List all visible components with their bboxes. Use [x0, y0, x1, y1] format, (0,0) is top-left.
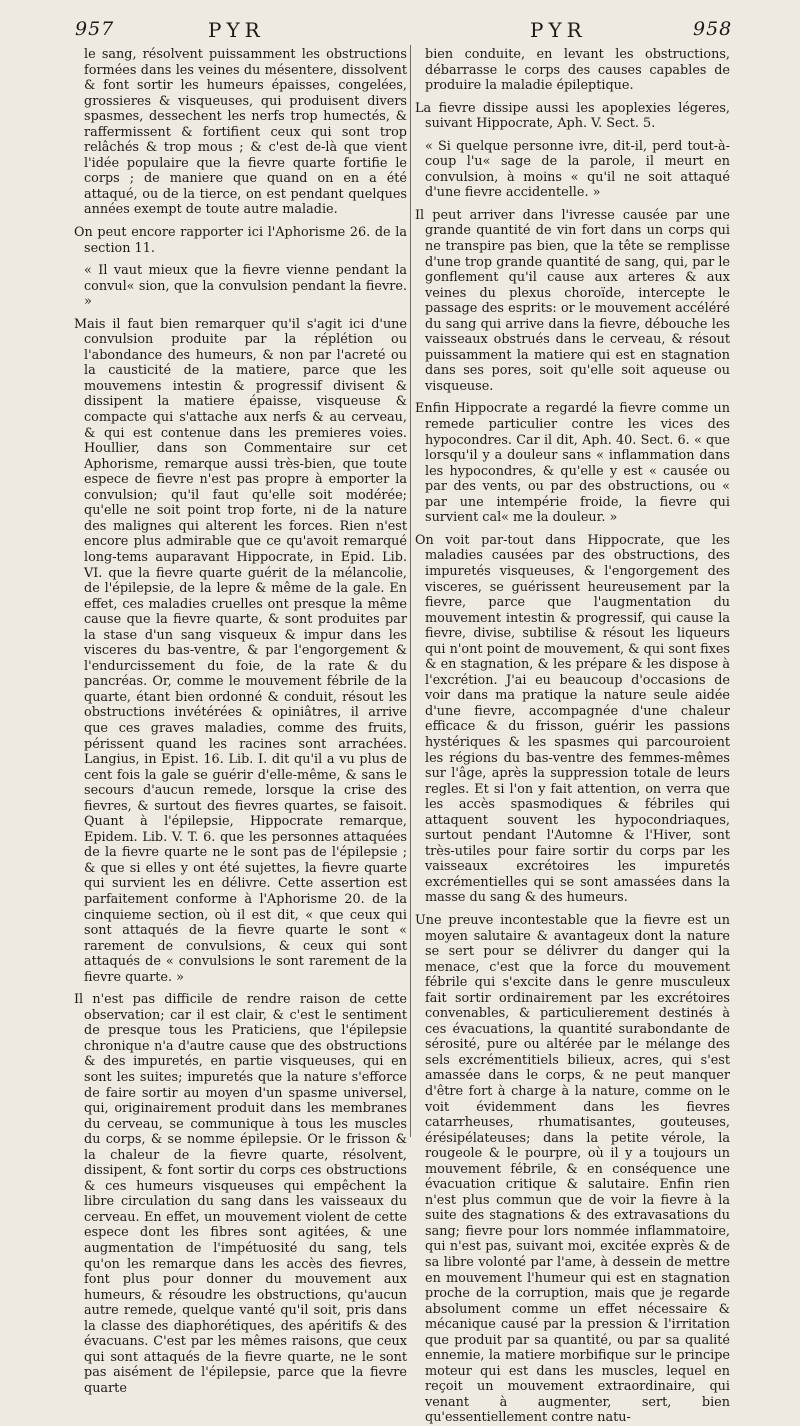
page-number-right: 958 [693, 18, 733, 40]
paragraph: Enfin Hippocrate a regardé la fievre comme un remede particulier contre les vices des hypocondres. Car il dit, Aph. 40. Sect. 6. « que lorsqu'il y a douleur sans « inflammation dans les hypocondres, & qu'elle y est « causée ou par des vents, ou par des obstructions, ou « par une intempérie froide, la fievre qui survient cal« me la douleur. » [415, 401, 730, 526]
paragraph: Il n'est pas difficile de rendre raison de cette observation; car il est clair, & c'est le sentiment de presque tous les Praticiens, que l'épilepsie chronique n'a d'autre cause que des obstructions & des impuretés, en partie visqueuses, qui en sont les suites; impuretés que la nature s'efforce de faire sortir au moyen d'un spasme universel, qui, originairement produit dans les membranes du cerveau, se communique à tous les muscles du corps, & se nomme épilepsie. Or le frisson & la chaleur de la fievre quarte, résolvent, dissipent, & font sortir du corps ces obstructions & ces humeurs visqueuses qui empêchent la libre circulation du sang dans les vaisseaux du cerveau. En effet, un mouvement violent de cette espece dont les fibres sont agitées, & une augmentation de l'impétuosité du sang, tels qu'on les remarque dans les accès des fievres, font plus pour donner du mouvement aux humeurs, & résoudre les obstructions, qu'aucun autre remede, quelque vanté qu'il soit, pris dans la classe des diaphorétiques, des apéritifs & des évacuans. C'est par les mêmes raisons, que ceux qui sont attaqués de la fievre quarte, ne le sont pas aisément de l'épilepsie, parce que la fievre quarte [74, 992, 407, 1396]
paragraph: bien conduite, en levant les obstructions, débarrasse le corps des causes capables de produire la maladie épileptique. [425, 47, 730, 94]
left-column [74, 47, 407, 1396]
paragraph: le sang, résolvent puissamment les obstructions formées dans les veines du mésentere, dissolvent & font sortir les humeurs épaisses, congelées, grossieres & visqueuses, qui produisent divers spasmes, dessechent les nerfs trop humectés, & raffermissent & fortifient ceux qui sont trop relâchés & trop mous ; & c'est de-là que vient l'idée populaire que la fievre quarte fortifie le corps ; de maniere que quand on en a été attaqué, ou de la tierce, on est pendant quelques années exempt de toute autre maladie. [84, 47, 407, 218]
quotation: « Il vaut mieux que la fievre vienne pendant la convul« sion, que la convulsion pendant la fievre. » [84, 263, 407, 310]
running-head-right: PYR [530, 18, 587, 42]
right-column [415, 47, 730, 1426]
running-head-left: PYR [208, 18, 265, 42]
paragraph: On peut encore rapporter ici l'Aphorisme 26. de la section 11. [74, 225, 407, 256]
paragraph: La fievre dissipe aussi les apoplexies légeres, suivant Hippocrate, Aph. V. Sect. 5. [415, 100, 730, 132]
paragraph: Une preuve incontestable que la fievre est un moyen salutaire & avantageux dont la nature se sert pour se délivrer du danger qui la menace, c'est que la force du mouvement fébrile qui s'excite dans le genre musculeux fait sortir ordinairement par les excrétoires convenables, & particulierement destinés à ces évacuations, la quantité surabondante de sérosité, pure ou altérée par le mélange des sels excrémentitiels bilieux, acres, qui s'est amassée dans le corps, & ne peut manquer d'être fort à charge à la nature, comme on le voit évidemment dans les fievres catarrheuses, rhumatisantes, gouteuses, érésipélateuses; dans la petite vérole, la rougeole & le pourpre, où il y a toujours un mouvement fébrile, & en conséquence une évacuation critique & salutaire. Enfin rien n'est plus commun que de voir la fievre à la suite des stagnations & des extravasations du sang; fievre pour lors nommée inflammatoire, qui n'est pas, suivant moi, excitée exprès & de sa libre volonté par l'ame, à dessein de mettre en mouvement l'humeur qui est en stagnation proche de la corruption, mais que je regarde absolument comme un effet nécessaire & mécanique causé par la pression & l'irritation que produit par sa quantité, ou par sa qualité ennemie, la matiere morbifique sur le principe moteur qui est dans les muscles, lequel en reçoit un mouvement extraordinaire, qui venant à augmenter, sert, bien qu'essentiellement contre natu- [415, 912, 730, 1426]
paragraph: Mais il faut bien remarquer qu'il s'agit ici d'une convulsion produite par la réplétion ou l'abondance des humeurs, & non par l'acreté ou la causticité de la matiere, parce que les mouvemens intestin & progressif divisent & dissipent la matiere épaisse, visqueuse & compacte qui s'attache aux nerfs & au cerveau, & qui est contenue dans les premieres voies. Houllier, dans son Commentaire sur cet Aphorisme, remarque aussi très-bien, que toute espece de fievre n'est pas propre à emporter la convulsion; qu'il faut qu'elle soit modérée; qu'elle ne soit point trop forte, ni de la nature des malignes qui alterent les forces. Rien n'est encore plus admirable que ce qu'avoit remarqué long-tems auparavant Hippocrate, in Epid. Lib. VI. que la fievre quarte guérit de la mélancolie, de l'épilepsie, de la lepre & même de la gale. En effet, ces maladies cruelles ont presque la même cause que la fievre quarte, & sont produites par la stase d'un sang visqueux & impur dans les visceres du bas-ventre, & par l'engorgement & l'endurcissement du foie, de la rate & du pancréas. Or, comme le mouvement fébrile de la quarte, étant bien ordonné & conduit, résout les obstructions invétérées & opiniâtres, il arrive que ces graves maladies, comme des fruits, périssent quand les racines sont arrachées. Langius, in Epist. 16. Lib. I. dit qu'il a vu plus de cent fois la gale se guérir d'elle-même, & sans le secours d'aucun remede, lorsque la crise des fievres, & surtout des fievres quartes, se faisoit. Quant à l'épilepsie, Hippocrate remarque, Epidem. Lib. V. T. 6. que les personnes attaquées de la fievre quarte ne le sont pas de l'épilepsie ; & que si elles y ont été sujettes, la fievre quarte qui survient les en délivre. Cette assertion est parfaitement conforme à l'Aphorisme 20. de la cinquieme section, où il est dit, « que ceux qui sont attaqués de la fievre quarte le sont « rarement de convulsions, & ceux qui sont attaqués de « convulsions le sont rarement de la fievre quarte. » [74, 316, 407, 985]
page-header [0, 18, 800, 48]
page-number-left: 957 [75, 18, 115, 40]
column-divider [410, 45, 411, 1137]
quotation: « Si quelque personne ivre, dit-il, perd tout-à-coup l'u« sage de la parole, il meurt en convulsion, à moins « qu'il ne soit attaqué d'une fievre accidentelle. » [425, 138, 730, 201]
paragraph: On voit par-tout dans Hippocrate, que les maladies causées par des obstructions, des impuretés visqueuses, & l'engorgement des visceres, se guérissent heureusement par la fievre, parce que l'augmentation du mouvement intestin & progressif, qui cause la fievre, divise, subtilise & résout les liqueurs qui n'ont point de mouvement, & qui sont fixes & en stagnation, & les prépare & les dispose à l'excrétion. J'ai eu beaucoup d'occasions de voir dans ma pratique la nature seule aidée d'une fievre, accompagnée d'une chaleur efficace & du frisson, guérir les passions hystériques & les spasmes qui parcouroient les régions du bas-ventre des femmes-mêmes sur l'âge, après la suppression totale de leurs regles. Et si l'on y fait attention, on verra que les accès spasmodiques & fébriles qui attaquent souvent les hypocondriaques, surtout pendant l'Automne & l'Hiver, sont très-utiles pour faire sortir du corps par les vaisseaux excrétoires les impuretés excrémentielles qui se sont amassées dans la masse du sang & des humeurs. [415, 532, 730, 906]
paragraph: Il peut arriver dans l'ivresse causée par une grande quantité de vin fort dans un corps qui ne transpire pas bien, que la tête se remplisse d'une trop grande quantité de sang, qui, par le gonflement qu'il cause aux arteres & aux veines du plexus choroïde, intercepte le passage des esprits: or le mouvement accéléré du sang qui arrive dans la fievre, débouche les vaisseaux obstrués dans le cerveau, & résout puissamment la matiere qui est en stagnation dans ses pores, soit qu'elle soit aqueuse ou visqueuse. [415, 207, 730, 394]
